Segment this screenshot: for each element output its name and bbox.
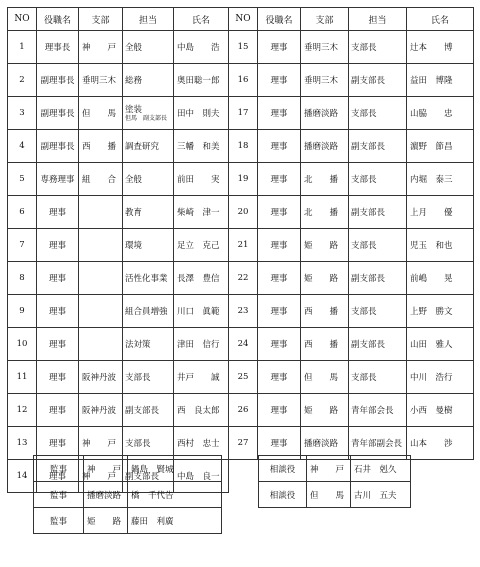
duty-cell: 支部長 — [349, 163, 407, 196]
duty-cell: 総務 — [123, 64, 174, 97]
row-number: 20 — [229, 196, 258, 229]
role-cell: 副理事長 — [37, 64, 79, 97]
branch-cell — [79, 262, 123, 295]
name-cell: 足立 克己 — [174, 229, 229, 262]
duty-cell: 組合員増強 — [123, 295, 174, 328]
name-cell: 濵野 節昌 — [407, 130, 474, 163]
role-cell: 理事 — [258, 196, 301, 229]
row-number: 18 — [229, 130, 258, 163]
name-cell: 三幡 和美 — [174, 130, 229, 163]
header-branch: 支部 — [301, 8, 349, 31]
duty-cell: 支部長 — [123, 361, 174, 394]
branch-cell — [79, 295, 123, 328]
header-duty: 担当 — [349, 8, 407, 31]
role-cell: 理事 — [37, 328, 79, 361]
name-cell: 鍋島 賢城 — [128, 456, 222, 482]
duty-cell: 副支部長 — [349, 196, 407, 229]
table-row — [259, 482, 411, 508]
header-branch: 支部 — [79, 8, 123, 31]
row-number: 1 — [8, 31, 37, 64]
table-row — [8, 361, 474, 394]
auditors-table — [33, 455, 222, 534]
row-number: 2 — [8, 64, 37, 97]
row-number: 12 — [8, 394, 37, 427]
duty-cell: 副支部長 — [349, 328, 407, 361]
role-cell: 専務理事 — [37, 163, 79, 196]
table-row — [259, 456, 411, 482]
branch-cell: 姫 路 — [301, 394, 349, 427]
role-cell: 理事 — [258, 64, 301, 97]
duty-cell: 調査研究 — [123, 130, 174, 163]
row-number: 21 — [229, 229, 258, 262]
row-number: 6 — [8, 196, 37, 229]
role-cell: 理事 — [258, 295, 301, 328]
duty-cell: 支部長 — [349, 229, 407, 262]
duty-cell: 支部長 — [349, 97, 407, 130]
branch-cell: 播磨淡路 — [301, 97, 349, 130]
table-row — [8, 295, 474, 328]
table-row — [8, 229, 474, 262]
branch-cell: 阪神丹波 — [79, 394, 123, 427]
branch-cell: 姫 路 — [84, 508, 128, 534]
row-number: 26 — [229, 394, 258, 427]
row-number: 8 — [8, 262, 37, 295]
row-number: 22 — [229, 262, 258, 295]
name-cell: 田中 則夫 — [174, 97, 229, 130]
officer-roster-table — [7, 7, 474, 493]
name-cell: 川口 眞範 — [174, 295, 229, 328]
duty-cell: 副支部長 — [123, 394, 174, 427]
branch-cell: 神 戸 — [307, 456, 351, 482]
duty-cell: 環境 — [123, 229, 174, 262]
row-number: 24 — [229, 328, 258, 361]
duty-cell — [123, 97, 174, 130]
duty-cell: 青年部会長 — [349, 394, 407, 427]
name-cell: 津田 信行 — [174, 328, 229, 361]
role-cell: 理事 — [37, 295, 79, 328]
header-role: 役職名 — [258, 8, 301, 31]
row-number: 11 — [8, 361, 37, 394]
table-row — [8, 394, 474, 427]
name-cell: 中島 良一 — [174, 460, 229, 493]
row-number: 15 — [229, 31, 258, 64]
branch-cell: 播磨淡路 — [301, 130, 349, 163]
name-cell: 中川 浩行 — [407, 361, 474, 394]
row-number: 19 — [229, 163, 258, 196]
name-cell: 井戸 誠 — [174, 361, 229, 394]
name-cell: 橋 千代告 — [128, 482, 222, 508]
table-row — [8, 328, 474, 361]
row-number: 7 — [8, 229, 37, 262]
branch-cell: 組 合 — [79, 163, 123, 196]
branch-cell: 北 播 — [301, 196, 349, 229]
role-cell: 理事 — [258, 163, 301, 196]
branch-cell: 北 播 — [301, 163, 349, 196]
row-number: 9 — [8, 295, 37, 328]
role-cell: 理事 — [258, 394, 301, 427]
branch-cell: 但 馬 — [307, 482, 351, 508]
duty-subtext: 但馬 副支部長 — [125, 114, 168, 122]
row-number: 10 — [8, 328, 37, 361]
role-cell: 理事 — [258, 361, 301, 394]
branch-cell: 西 播 — [301, 295, 349, 328]
duty-cell: 副支部長 — [349, 130, 407, 163]
role-cell: 理事 — [37, 361, 79, 394]
row-number: 17 — [229, 97, 258, 130]
row-number: 16 — [229, 64, 258, 97]
row-number: 3 — [8, 97, 37, 130]
name-cell: 益田 博隆 — [407, 64, 474, 97]
name-cell: 児玉 和也 — [407, 229, 474, 262]
header-row — [8, 8, 474, 31]
name-cell: 上野 勝文 — [407, 295, 474, 328]
duty-cell: 法対策 — [123, 328, 174, 361]
duty-cell: 副支部長 — [349, 262, 407, 295]
row-number: 4 — [8, 130, 37, 163]
branch-cell — [79, 328, 123, 361]
row-number: 13 — [8, 427, 37, 460]
row-number: 23 — [229, 295, 258, 328]
role-cell: 理事 — [37, 427, 79, 460]
name-cell: 小西 曼樹 — [407, 394, 474, 427]
name-cell: 前田 実 — [174, 163, 229, 196]
role-cell: 理事 — [258, 229, 301, 262]
duty-cell: 支部長 — [123, 427, 174, 460]
role-cell: 相談役 — [259, 482, 307, 508]
name-cell: 辻本 博 — [407, 31, 474, 64]
name-cell: 長澤 豊信 — [174, 262, 229, 295]
branch-cell: 阪神丹波 — [79, 361, 123, 394]
table-row — [8, 163, 474, 196]
role-cell: 理事 — [37, 460, 79, 493]
role-cell: 副理事長 — [37, 97, 79, 130]
name-cell: 西村 忠士 — [174, 427, 229, 460]
header-no: NO — [229, 8, 258, 31]
branch-cell: 神 戸 — [79, 460, 123, 493]
role-cell: 監事 — [34, 456, 84, 482]
role-cell: 理事 — [37, 262, 79, 295]
table-row — [8, 130, 474, 163]
table-row — [34, 456, 222, 482]
duty-cell: 副支部長 — [123, 460, 174, 493]
branch-cell: 西 播 — [301, 328, 349, 361]
role-cell: 相談役 — [259, 456, 307, 482]
row-number: 27 — [229, 427, 258, 460]
header-role: 役職名 — [37, 8, 79, 31]
branch-cell — [79, 196, 123, 229]
branch-cell: 神 戸 — [79, 427, 123, 460]
branch-cell: 垂明三木 — [301, 31, 349, 64]
role-cell: 理事 — [258, 97, 301, 130]
advisors-table — [258, 455, 411, 508]
table-row — [8, 64, 474, 97]
duty-cell: 活性化事業 — [123, 262, 174, 295]
role-cell: 理事 — [37, 394, 79, 427]
name-cell: 山田 雅人 — [407, 328, 474, 361]
name-cell: 前嶋 晃 — [407, 262, 474, 295]
table-row — [34, 482, 222, 508]
branch-cell: 但 馬 — [301, 361, 349, 394]
duty-cell: 全般 — [123, 163, 174, 196]
duty-cell: 教育 — [123, 196, 174, 229]
row-number: 25 — [229, 361, 258, 394]
table-row — [8, 196, 474, 229]
name-cell: 山脇 忠 — [407, 97, 474, 130]
role-cell: 理事 — [258, 328, 301, 361]
role-cell: 理事 — [37, 229, 79, 262]
name-cell: 中島 浩 — [174, 31, 229, 64]
branch-cell: 垂明三木 — [79, 64, 123, 97]
role-cell: 監事 — [34, 508, 84, 534]
branch-cell: 西 播 — [79, 130, 123, 163]
role-cell: 理事 — [258, 262, 301, 295]
name-cell: 山本 渉 — [407, 427, 474, 460]
role-cell: 理事長 — [37, 31, 79, 64]
duty-cell: 副支部長 — [349, 64, 407, 97]
row-number: 5 — [8, 163, 37, 196]
branch-cell — [79, 229, 123, 262]
header-name: 氏名 — [407, 8, 474, 31]
branch-cell: 姫 路 — [301, 229, 349, 262]
branch-cell: 神 戸 — [84, 456, 128, 482]
branch-cell: 播磨淡路 — [84, 482, 128, 508]
name-cell: 古川 五夫 — [351, 482, 411, 508]
name-cell: 柴崎 津一 — [174, 196, 229, 229]
name-cell: 西 良太郎 — [174, 394, 229, 427]
table-row — [8, 97, 474, 130]
branch-cell: 垂明三木 — [301, 64, 349, 97]
branch-cell: 神 戸 — [79, 31, 123, 64]
header-duty: 担当 — [123, 8, 174, 31]
role-cell: 理事 — [37, 196, 79, 229]
name-cell: 内堀 泰三 — [407, 163, 474, 196]
table-row — [34, 508, 222, 534]
duty-cell: 青年部副会長 — [349, 427, 407, 460]
name-cell: 石井 剋久 — [351, 456, 411, 482]
duty-cell: 支部長 — [349, 31, 407, 64]
branch-cell: 姫 路 — [301, 262, 349, 295]
role-cell: 理事 — [258, 31, 301, 64]
role-cell: 理事 — [258, 427, 301, 460]
name-cell: 上月 優 — [407, 196, 474, 229]
row-number: 14 — [8, 460, 37, 493]
name-cell: 藤田 利廣 — [128, 508, 222, 534]
table-row — [8, 31, 474, 64]
header-no: NO — [8, 8, 37, 31]
branch-cell: 但 馬 — [79, 97, 123, 130]
branch-cell: 播磨淡路 — [301, 427, 349, 460]
table-row — [8, 262, 474, 295]
header-name: 氏名 — [174, 8, 229, 31]
duty-cell: 全般 — [123, 31, 174, 64]
role-cell: 副理事長 — [37, 130, 79, 163]
duty-text: 塗装 — [125, 104, 143, 115]
role-cell: 監事 — [34, 482, 84, 508]
duty-cell: 支部長 — [349, 361, 407, 394]
duty-cell: 支部長 — [349, 295, 407, 328]
role-cell: 理事 — [258, 130, 301, 163]
name-cell: 奥田聡一郎 — [174, 64, 229, 97]
